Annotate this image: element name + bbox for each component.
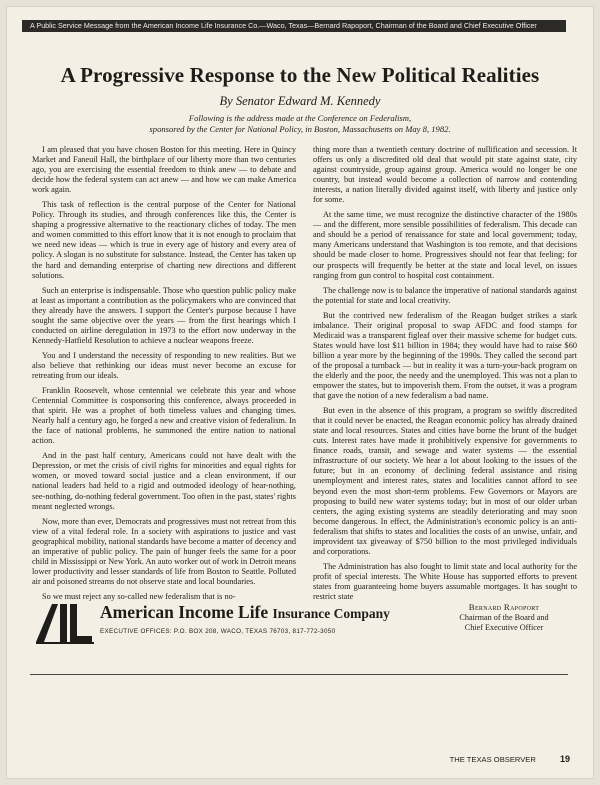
article-title: A Progressive Response to the New Political Realities bbox=[60, 63, 540, 87]
executive-name: Bernard Rapoport bbox=[468, 602, 540, 612]
paragraph: Now, more than ever, Democrats and progressives must not retreat from this view of a vital federal role. In a society with aspirations to justice and vast geographical mobility, national standards have become a matter of decency and an imperative of public policy. The pain of hunger feels the same for a poor child in Mississippi or New York. An auto worker out of work in Detroit means lower productivity and lesser standards of life from Boston to Seattle. Polluted air and poisoned streams do not observe state and local boundaries. bbox=[32, 516, 296, 586]
paragraph: You and I understand the necessity of responding to new realities. But we also believe that rethinking our ideas must never become an excuse for retreating from our ideals. bbox=[32, 350, 296, 380]
left-text-column bbox=[32, 145, 296, 601]
article-intro-note bbox=[0, 113, 600, 134]
company-logo-icon bbox=[34, 598, 96, 646]
company-name-main: American Income Life bbox=[100, 602, 269, 622]
intro-note-line-1: Following is the address made at the Conference on Federalism, bbox=[188, 113, 412, 123]
paragraph: I am pleased that you have chosen Boston for this meeting. Here in Quincy Market and Faneuil Hall, the birthplace of our liberty more than two centuries ago, you are exercising the essential freedom to think anew — to debate and decide how the federal system can act anew — and how we can make America work again. bbox=[32, 145, 296, 195]
company-name bbox=[100, 602, 390, 623]
sponsor-banner bbox=[22, 20, 566, 32]
executive-offices-address: EXECUTIVE OFFICES: P.O. BOX 208, WACO, TEXAS 76703, 817-772-3050 bbox=[100, 628, 336, 635]
paragraph: But even in the absence of this program, a program so swiftly discredited that it could never be enacted, the Reagan economic policy has already drained state and local resources. States and cities have borne the brunt of the budget cuts. Interest rates have made it prohibitively expensive for governments to finance roads, transit, and sewage and water systems — the essential infrastructure of our society. We hear a lot about looking to the issues of the future; but in an economy of declining federal assistance and rising unemployment and interest rates, states and localities cannot afford to see beyond even the most short-term problems. Few Governors or Mayors are proposing to build new water systems today; but in most of our older urban centers, the aging existing systems are steadily deteriorating and may soon become dangerous. In effect, the Administration's economic policy is an anti-federalism that shifts to states and localities the costs of an unwise, unfair, and improvident tax giveaway of $750 billion to the most privileged individuals and corporations. bbox=[313, 406, 577, 556]
executive-title-1: Chairman of the Board and bbox=[459, 612, 549, 622]
article-byline: By Senator Edward M. Kennedy bbox=[219, 94, 381, 108]
paragraph: So we must reject any so-called new federalism that is no- bbox=[42, 591, 236, 601]
page-number: 19 bbox=[559, 754, 570, 764]
company-name-rest: Insurance Company bbox=[272, 606, 390, 621]
sponsor-banner-text: A Public Service Message from the American Income Life Insurance Co.—Waco, Texas—Bernard Rapoport, Chairman of the Board and Chief Executive Officer bbox=[30, 21, 537, 30]
publication-name: THE TEXAS OBSERVER bbox=[449, 755, 536, 764]
paragraph: But the contrived new federalism of the Reagan budget strikes a stark imbalance. Their original proposal to swap AFDC and food stamps for Medicaid was a transparent figleaf over their massive scheme for budget cuts. States would have lost $11 billion in 1984; they would have had to raise $60 billion a year more by the beginning of the 1990s. They called the second part of the proposal a turnback — but in reality it was a turn-your-back program on the elderly and the poor, the needy and the unemployed. This was not a plan to empower the states, but to impoverish them. From the outset, it was a program that gave the notion of a new federalism a bad name. bbox=[313, 310, 577, 401]
executive-title-2: Chief Executive Officer bbox=[464, 623, 544, 632]
footer-divider bbox=[30, 674, 568, 675]
paragraph: Such an enterprise is indispensable. Those who question public policy make at least as important a contribution as the policymakers who are convinced that they already have the answers. I support the Center's purpose because I have sought the same objective over the years — from the first hearings which I conducted on airline deregulation in 1973 to the effort now underway in the Kennedy-Hatfield Resolution to achieve a nuclear weapons freeze. bbox=[32, 285, 296, 345]
paragraph: At the same time, we must recognize the distinctive character of the 1980s — and the different, more sensible possibilities of federalism. This decade can and should be a period of renaissance for state and local government; today, many Americans understand that Washington is too remote, and that decisions should be made closer to home. Progressives should not fear that feeling; for our prospects will frequently be better at the state and local level, on issues ranging from gun control to hospital cost containment. bbox=[313, 210, 577, 280]
paragraph: The Administration has also fought to limit state and local authority for the profit of special interests. The White House has supported efforts to prevent states from guaranteeing home buyers assumable mortgages. It has sought to restrict state bbox=[313, 561, 577, 601]
paragraph: This task of reflection is the central purpose of the Center for National Policy. Through its studies, and through conferences like this, the Center is shaping a progressive alternative to the reactionary cliches of today. The men and women committed to this effort know that it is not enough to proclaim that we need new ideas — which is true in every age of history and every area of policy. A slogan is no substitute for substance. Instead, the Center has taken up the hard and demanding enterprise of charting new directions and different solutions. bbox=[32, 200, 296, 280]
paragraph: The challenge now is to balance the imperative of national standards against the potential for state and local creativity. bbox=[313, 285, 577, 305]
intro-note-line-2: sponsored by the Center for National Policy, in Boston, Massachusetts on May 8, 1982. bbox=[149, 123, 451, 134]
executive-credit bbox=[438, 602, 570, 634]
page-footer bbox=[0, 754, 570, 764]
right-text-column bbox=[313, 145, 577, 601]
paragraph: Franklin Roosevelt, whose centennial we celebrate this year and whose Centennial Committee is cosponsoring this conference, always proceeded in that spirit. He was a prophet of both timeless values and changing times. Nearly half a century ago, he forged a new and creative vision of federalism. In the face of national problems, he summoned the entire nation to national action. bbox=[32, 386, 296, 446]
sponsor-footer bbox=[30, 598, 570, 668]
paragraph: And in the past half century, Americans could not have dealt with the Depression, or met the crisis of civil rights for minorities and equal rights for women, or moved toward social justice and a clean environment, if our national leaders had held to a rigid and outmoded ideology of hear-nothing, see-nothing, do-nothing federal government. Too often in the past, states' rights meant neglected wrongs. bbox=[32, 451, 296, 511]
paragraph: thing more than a twentieth century doctrine of nullification and secession. It offers us only a discredited old deal that would pit state against state, city against countryside, group against group. America would no longer be one country, but instead would become a collection of narrow and contending interests, a nation literally divided against itself, with liberty and justice only for some. bbox=[313, 145, 577, 205]
